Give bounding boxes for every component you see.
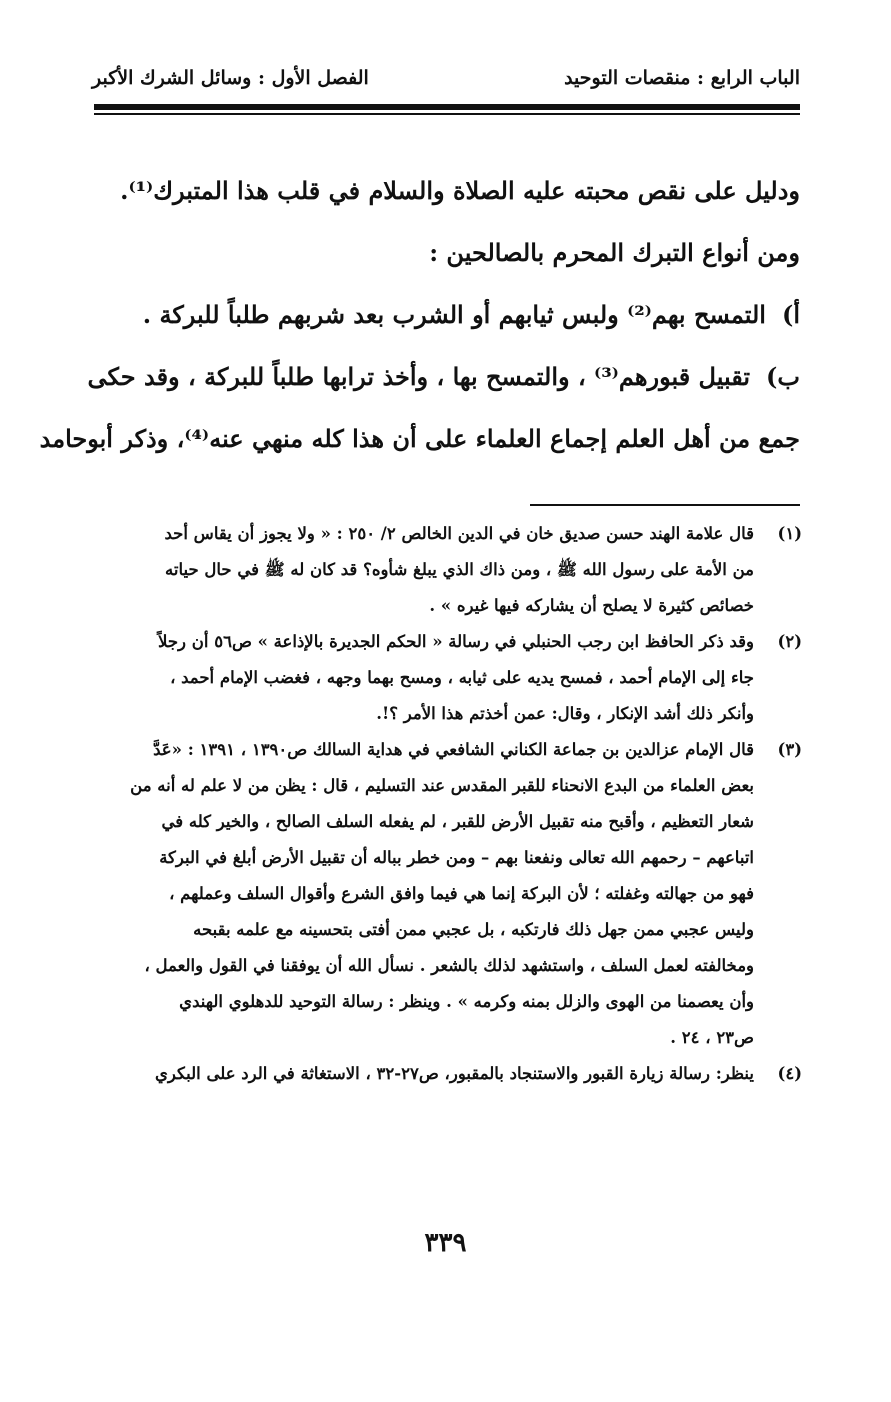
footnote-line	[90, 1056, 802, 1092]
footnote-line: وأن يعصمنا من الهوى والزلل بمنه وكرمه » . وينظر : رسالة التوحيد للدهلوي الهندي	[179, 992, 754, 1011]
footnote-line	[90, 516, 802, 552]
footnote	[90, 516, 802, 624]
body-line: جمع من أهل العلم إجماع العلماء على أن هذا كله منهي عنه⁽⁴⁾، وذكر أبوحامد	[39, 424, 800, 453]
footnote-line: خصائص كثيرة لا يصلح أن يشاركه فيها غيره » .	[429, 596, 754, 615]
list-item-b	[87, 346, 800, 408]
body-line: ومن أنواع التبرك المحرم بالصالحين :	[429, 238, 800, 267]
footnote-number: (١)	[777, 524, 802, 543]
footnote	[90, 732, 802, 1056]
footnote-text: ينظر: رسالة زيارة القبور والاستنجاد بالمقبور، ص٢٧-٣٢ ، الاستغاثة في الرد على البكري	[155, 1064, 754, 1083]
list-item-text: التمسح بهم⁽²⁾ ولبس ثيابهم أو الشرب بعد شربهم طلباً للبركة .	[142, 300, 766, 329]
header-chapter-title: الباب الرابع : منقصات التوحيد	[564, 67, 800, 89]
footnote-line: وأنكر ذلك أشد الإنكار ، وقال: عمن أخذتم هذا الأمر ؟!.	[376, 704, 754, 723]
footnote-line: فهو من جهالته وغفلته ؛ لأن البركة إنما هي فيما وافق الشرع وأقوال السلف وعملهم ،	[169, 884, 754, 903]
footnotes	[90, 516, 802, 1092]
footnote	[90, 1056, 802, 1092]
header-rule-thin	[94, 113, 800, 115]
footnote-text: قال علامة الهند حسن صديق خان في الدين الخالص ٢/ ٢٥٠ : « ولا يجوز أن يقاس أحد	[164, 524, 754, 543]
main-text	[39, 160, 800, 470]
footnote-number: (٢)	[777, 632, 802, 651]
footnote-line: وليس عجبي ممن جهل ذلك فارتكبه ، بل عجبي ممن أفتى بتحسينه مع علمه بقبحه	[193, 920, 754, 939]
footnote-text: قال الإمام عزالدين بن جماعة الكناني الشافعي في هداية السالك ص١٣٩٠ ، ١٣٩١ : «عَدَّ	[153, 740, 754, 759]
footnote-line: ومخالفته لعمل السلف ، واستشهد لذلك بالشعر . نسأل الله أن يوفقنا في القول والعمل ،	[144, 956, 754, 975]
list-item-a	[100, 284, 800, 346]
list-marker: أ)	[781, 300, 800, 329]
footnote-line: اتباعهم – رحمهم الله تعالى ونفعنا بهم – ومن خطر بباله أن تقبيل الأرض أبلغ في البركة	[159, 848, 754, 867]
footnote-number: (٣)	[777, 740, 802, 759]
footnote-line: من الأمة على رسول الله ﷺ ، ومن ذاك الذي يبلغ شأوه؟ قد كان له ﷺ في حال حياته	[165, 560, 754, 579]
body-line: ودليل على نقص محبته عليه الصلاة والسلام في قلب هذا المتبرك⁽¹⁾.	[120, 176, 800, 205]
footnote-line: بعض العلماء من البدع الانحناء للقبر المقدس عند التسليم ، قال : يظن من لا علم له أنه من	[130, 776, 754, 795]
footnote-line: شعار التعظيم ، وأقبح منه تقبيل الأرض للقبر ، لم يفعله السلف الصالح ، والخير كله في	[161, 812, 754, 831]
list-item-text: تقبيل قبورهم⁽³⁾ ، والتمسح بها ، وأخذ ترابها طلباً للبركة ، وقد حكى	[87, 362, 751, 391]
header-rule-thick	[94, 104, 800, 110]
page-number: ٣٣٩	[424, 1228, 467, 1258]
footnote	[90, 624, 802, 732]
footnote-number: (٤)	[777, 1064, 802, 1083]
footnote-text: وقد ذكر الحافظ ابن رجب الحنبلي في رسالة « الحكم الجديرة بالإذاعة » ص٥٦ أن رجلاً	[158, 632, 754, 651]
footnote-line: ص٢٣ ، ٢٤ .	[670, 1028, 754, 1047]
footnote-line: جاء إلى الإمام أحمد ، فمسح يديه على ثيابه ، ومسح بهما وجهه ، فغضب الإمام أحمد ،	[170, 668, 754, 687]
list-marker: ب)	[766, 362, 800, 391]
header-section-title: الفصل الأول : وسائل الشرك الأكبر	[92, 67, 369, 89]
footnote-line	[90, 624, 802, 660]
footnote-separator	[530, 504, 800, 506]
running-header	[92, 58, 800, 98]
footnote-line	[90, 732, 802, 768]
